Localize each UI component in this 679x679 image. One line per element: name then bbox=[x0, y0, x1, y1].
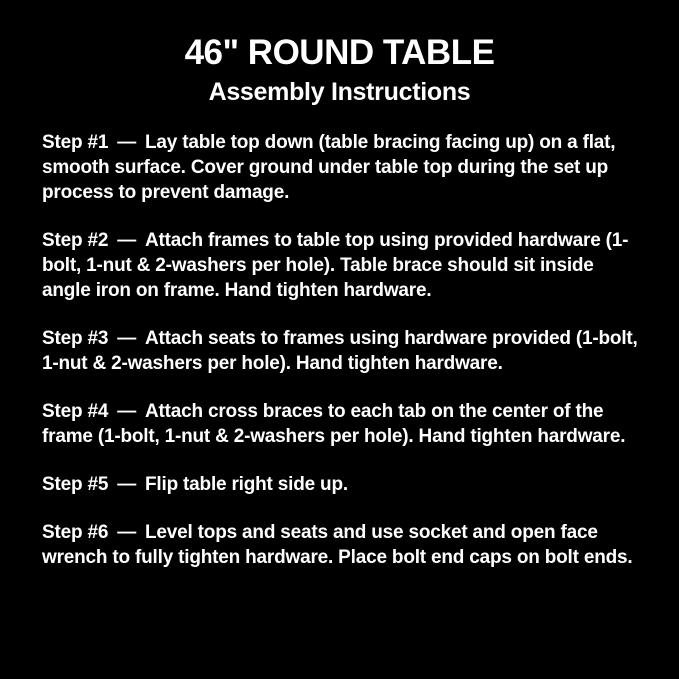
step-6-text: Level tops and seats and use socket and open face wrench to fully tighten hardware. Place bolt end caps on bolt ends. bbox=[42, 522, 633, 568]
step-2-label: Step #2 bbox=[42, 230, 109, 251]
step-1-dash: — bbox=[117, 132, 136, 153]
step-4 bbox=[42, 399, 647, 449]
step-1-text: Lay table top down (table bracing facing up) on a flat, smooth surface. Cover ground under table top during the set up process to prevent damage. bbox=[42, 132, 616, 203]
step-5-label: Step #5 bbox=[42, 474, 109, 495]
step-4-dash: — bbox=[117, 401, 136, 422]
step-3-label: Step #3 bbox=[42, 328, 109, 349]
step-4-label: Step #4 bbox=[42, 401, 109, 422]
step-5 bbox=[42, 472, 647, 497]
step-2 bbox=[42, 228, 647, 303]
step-2-text: Attach frames to table top using provided hardware (1-bolt, 1-nut & 2-washers per hole). Table brace should sit inside angle iron on frame. Hand tighten hardware. bbox=[42, 230, 629, 301]
step-1-label: Step #1 bbox=[42, 132, 109, 153]
step-3 bbox=[42, 326, 647, 376]
step-4-text: Attach cross braces to each tab on the center of the frame (1-bolt, 1-nut & 2-washers per hole). Hand tighten hardware. bbox=[42, 401, 626, 447]
page-subtitle: Assembly Instructions bbox=[208, 77, 471, 106]
steps-list bbox=[42, 130, 647, 570]
step-2-dash: — bbox=[117, 230, 136, 251]
step-6-label: Step #6 bbox=[42, 522, 109, 543]
step-5-text: Flip table right side up. bbox=[145, 474, 348, 495]
step-3-dash: — bbox=[117, 328, 136, 349]
page-title: 46" ROUND TABLE bbox=[184, 33, 495, 72]
step-3-text: Attach seats to frames using hardware provided (1-bolt, 1-nut & 2-washers per hole). Hand tighten hardware. bbox=[42, 328, 638, 374]
step-6-dash: — bbox=[117, 522, 136, 543]
step-6 bbox=[42, 520, 647, 570]
step-5-dash: — bbox=[117, 474, 136, 495]
step-1 bbox=[42, 130, 647, 205]
